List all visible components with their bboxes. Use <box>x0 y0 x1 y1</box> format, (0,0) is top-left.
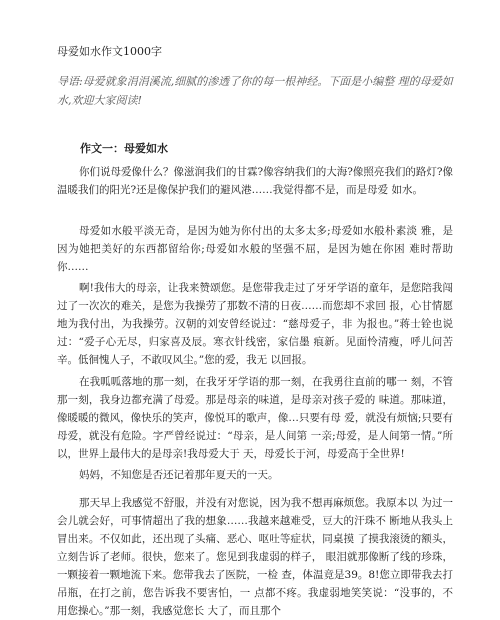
lead-paragraph: 导语:母爱就象涓涓溪流,细腻的渗透了你的每一根神经。下面是小编整 理的母爱如水,欢迎大家阅读! <box>57 75 453 107</box>
essay-heading: 作文一：母爱如水 <box>80 142 168 155</box>
body-paragraph: 母爱如水般平淡无奇，是因为她为你付出的太多太多;母爱如水般朴素淡 雅，是因为她把美好的东西都留给你;母爱如水般的坚强不屈，是因为她在你困 难时帮助你…… <box>57 225 453 273</box>
body-paragraph: 你们说母爱像什么？像滋润我们的甘霖?像容纳我们的大海?像照亮我们的路灯?像温暖我们的阳光?还是像保护我们的避风港……我觉得都不是，而是母爱 如水。 <box>57 166 453 196</box>
body-paragraph: 啊!我伟大的母亲，让我来赞颂您。是您带我走过了牙牙学语的童年，是您陪我闯过了一次次的难关，是您为我操劳了那数不清的日夜……而您却不求回 报，心甘情愿地为我付出，为我操劳。汉朝的刘安曾经说过：“慈母爱子，非 为报也。”蒋士铨也说过：“爱子心无尽，归家喜及辰。寒衣针线密，家信墨 痕新。见面怜清瘦，呼儿问苦辛。低徊愧人子，不敢叹风尘。”您的爱，我无 以回报。 <box>57 282 453 366</box>
body-paragraph: 妈妈，不知您是否还记着那年夏天的一天。 <box>79 469 279 481</box>
body-paragraph: 在我呱呱落地的那一刻，在我牙牙学语的那一刻，在我勇往直前的哪一 刻，不管那一刻，我身边都充满了母爱。那是母亲的味道，是母亲对孩子爱的 味道。那味道，像暖暖的微风，像快乐的笑声，像悦耳的歌声，像…只要有母 爱，就没有烦恼;只要有母爱，就没有危险。字严曾经说过：“母亲，是人间第 一亲;母爱，是人间第一情。”所以，世界上最伟大的是母亲!我母爱大于 天，母爱长于河，母爱高于全世界! <box>57 376 453 460</box>
document-title: 母爱如水作文1000字 <box>57 45 162 58</box>
body-paragraph: 那天早上我感觉不舒服，并没有对您说，因为我不想再麻烦您。我原本以 为过一会儿就会好，可事情超出了我的想象……我越来越难受，豆大的汗珠不 断地从我头上冒出来。不仅如此，还出现了头痛、恶心、呕吐等症状，同桌摸 了摸我滚烫的额头，立刻告诉了老师。很快，您来了。您见到我虚弱的样子， 眼泪就那像断了线的珍珠，一颗接着一颗地流下来。您带我去了医院，一检 查，体温竟是39。8!您立即带我去打吊瓶，在打之前，您告诉我不要害怕，一 点都不疼。我虚弱地笑笑说：“没事的，不用您操心。”那一刻，我感觉您长 大了，而且那个 <box>57 497 453 617</box>
